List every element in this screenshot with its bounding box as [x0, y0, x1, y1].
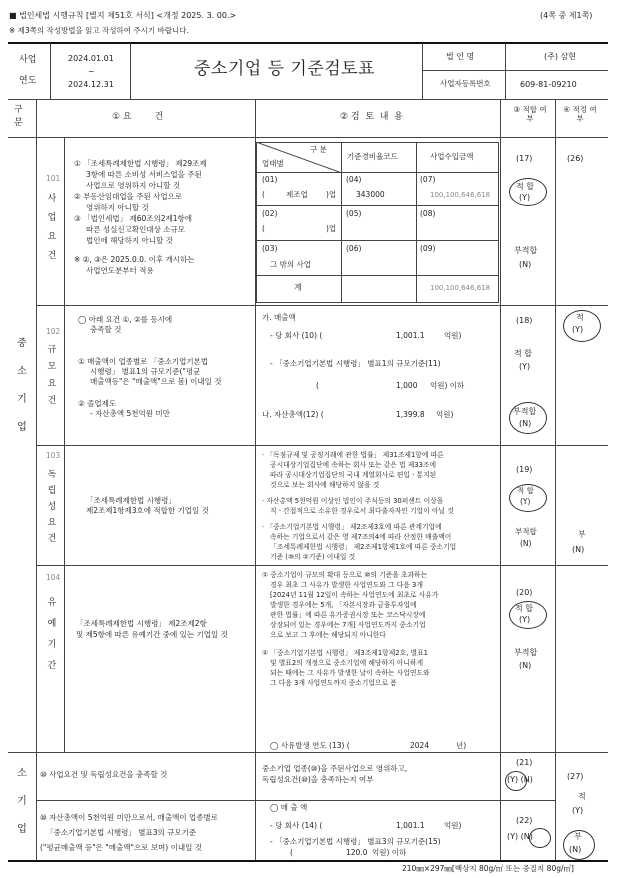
indep-review-line: 「조세특례제한법 시행령」 제2조제1항제1호에 따른 중소기업 — [270, 543, 457, 551]
req-line: ③ 「법인세법」 제60조의2제1항에 — [74, 214, 193, 223]
row-business-name: 그 밖의 사업 — [270, 260, 311, 269]
total-label: 계 — [294, 283, 302, 292]
grace-review-line: 발생한 경우에는 5개, 「자본시장과 금융투자업에 — [270, 601, 417, 609]
scale-review-value: 1,001.1 — [396, 331, 425, 340]
indep-review-line: 기준 (⑩의 ②기준) 이내일 것 — [270, 553, 356, 561]
scale-code: 102 — [46, 327, 61, 336]
fit-yes-y: (Y) — [520, 497, 531, 506]
req-line: 영위하지 아니할 것 — [86, 203, 149, 212]
fit-no-label: 부적합 — [513, 407, 537, 416]
business-code: 101 — [46, 174, 61, 183]
scale-review: - 「중소기업기본법 시행령」 별표1의 규모기준(11) — [270, 359, 441, 368]
scale-review: 가. 매출액 — [262, 313, 296, 322]
grace-review-line: 되는 때에는 그 사유가 발생한 날이 속하는 사업연도와 — [270, 669, 430, 677]
small-review-b-value: 120.0 — [346, 848, 368, 857]
fit-number: (21) — [516, 758, 533, 767]
row-no: (05) — [346, 209, 362, 218]
fit-number: (18) — [516, 316, 533, 325]
table-header-income: 사업수입금액 — [430, 152, 474, 161]
small-review-a: 중소기업 업종(⑩)을 주된사업으로 영위하고, — [262, 764, 408, 773]
grace-review-line: 및 별표2의 개정으로 중소기업에 해당하지 아니하게 — [270, 659, 424, 667]
regulation-reference: ■ 법인세법 시행규칙 [별지 제51호 서식] <개정 2025. 3. 00.> — [9, 11, 237, 20]
req-line: ② 부동산임대업을 주된 사업으로 — [74, 192, 183, 201]
row-no: (04) — [346, 175, 362, 184]
req-line: 3항에 따른 소비성 서비스업을 주된 — [86, 170, 202, 179]
row-no: (06) — [346, 244, 362, 253]
fit-no-n: (N) — [519, 419, 532, 428]
req-footnote: ※ ②, ③은 2025.0.0. 이후 개시하는 — [74, 255, 195, 264]
proper-mark: 적 — [578, 792, 586, 801]
col-header-review: ② 검 토 내 용 — [340, 112, 403, 122]
instruction-note: ※ 제3쪽의 작성방법을 읽고 작성하여 주시기 바랍니다. — [9, 26, 189, 35]
fit-yes-y: (Y) — [519, 362, 531, 371]
indep-req: 제2조제1항제3호에 적합한 기업일 것 — [86, 506, 209, 515]
form-title: 중소기업 등 기준검토표 — [194, 59, 376, 79]
row-code: 343000 — [356, 190, 385, 199]
date-separator: ~ — [88, 67, 95, 76]
col-header-requirement: ① 요 건 — [112, 112, 164, 122]
scale-req: 충족할 것 — [90, 325, 122, 334]
col-header-fit: ③ 적합 여부 — [513, 105, 547, 123]
scale-review-paren: ( — [316, 381, 319, 390]
fit-no-n: (N) — [519, 260, 532, 269]
fit-no-n: (N) — [519, 661, 532, 670]
date-from: 2024.01.01 — [68, 54, 114, 63]
scale-req: - 자산총액 5천억원 미만 — [90, 409, 170, 418]
req-line: ① 「조세특례제한법 시행령」 제29조제 — [74, 159, 207, 168]
fit-no-label: 부적합 — [514, 246, 538, 255]
grace-review-year: ◯ 사유발생 연도 (13) ( — [270, 741, 350, 750]
req-line: 법인에 해당하지 아니할 것 — [86, 236, 173, 245]
fit-number: (20) — [516, 588, 533, 597]
col-header-proper: ④ 적정 여부 — [563, 105, 597, 123]
indep-review-line: · 「중소기업기본법 시행령」 제2조제3호에 따른 관계기업에 — [262, 523, 442, 531]
scale-review-unit: 억원) — [444, 331, 462, 340]
section-sme: 중 소 기 업 — [17, 338, 27, 433]
fit-yes-y: (Y) — [519, 193, 531, 202]
indep-req: 「조세특례제한법 시행령」 — [86, 496, 176, 505]
row-no: (02) — [262, 209, 278, 218]
indep-review-line: · 자산총액 5천억원 이상인 법인이 주식등의 30퍼센트 이상을 — [262, 497, 444, 505]
small-req-b: ("평균매출액 등"은 "매출액"으로 보며) 이내일 것 — [40, 843, 202, 852]
date-to: 2024.12.31 — [68, 80, 114, 89]
proper-mark: 부 — [578, 530, 586, 539]
indep-code: 103 — [46, 451, 61, 460]
indep-review — [262, 450, 498, 562]
proper-mark: 부 — [574, 832, 582, 841]
proper-mark-n: (N) — [572, 545, 585, 554]
small-review-b-unit: 억원) — [444, 821, 462, 830]
req-line: 따른 성실신고확인대상 소규모 — [86, 225, 185, 234]
scale-review-unit: 억원) 이하 — [430, 381, 465, 390]
fit-no-n: (N) — [520, 539, 532, 548]
row-no: (01) — [262, 175, 278, 184]
table-header-code: 기준경비율코드 — [347, 152, 398, 161]
row-suffix: )업 — [326, 224, 337, 233]
grace-review-line: 경우 최초 그 사유가 발생한 사업연도와 그 다음 3개 — [270, 581, 423, 589]
grace-code: 104 — [46, 573, 61, 582]
biz-no-label: 사업자등록번호 — [440, 79, 491, 88]
fit-yes: 적 합 — [514, 349, 532, 358]
year-label-2: 연도 — [19, 76, 37, 86]
year-label-1: 사업 — [19, 55, 37, 65]
selected-circle — [505, 771, 527, 791]
row-paren: ( — [262, 224, 265, 233]
scale-review: 나. 자산총액(12) ( — [262, 410, 324, 419]
small-review-b: - 당 회사 (14) ( — [270, 821, 323, 830]
indep-review-line: 공시대상기업집단에 속하는 회사 또는 같은 법 제33조에 — [270, 461, 437, 469]
page-info: (4쪽 중 제1쪽) — [540, 11, 593, 20]
scale-label: 규 모 요 건 — [47, 345, 57, 406]
grace-label: 유 예 기 간 — [47, 598, 57, 671]
small-review-b-value: 1,001.1 — [396, 821, 425, 830]
req-footnote: 사업연도분부터 적용 — [86, 266, 154, 275]
corp-name: (주) 삼현 — [544, 52, 576, 61]
biz-no: 609-81-09210 — [520, 80, 577, 89]
small-review-b: ◯ 매 출 액 — [270, 803, 308, 812]
small-review-b-paren: ( — [290, 848, 293, 857]
indep-review-line: 따라 공시대상기업집단의 국내 계열회사로 편입ㆍ통지된 — [270, 471, 437, 479]
fit-yn: (Y) (N) — [507, 832, 533, 841]
fit-number: (19) — [516, 465, 533, 474]
grace-review-line: 그 다음 3개 사업연도까지 중소기업으로 봄 — [270, 679, 397, 687]
table-header-business: 업태별 — [262, 159, 284, 168]
business-requirements — [74, 158, 254, 276]
row-no: (07) — [420, 175, 436, 184]
col-header-category: 구 분 — [14, 105, 23, 128]
indep-review-line: 것으로 보는 회사에 해당하지 않을 것 — [270, 481, 380, 489]
small-req-a: ⑩ 사업요건 및 독립성요건을 충족할 것 — [40, 770, 168, 779]
scale-review-value: 1,000 — [396, 381, 418, 390]
proper-number: (26) — [567, 154, 584, 163]
fit-yes: 적 합 — [517, 486, 534, 495]
small-review-a: 독립성요건(⑩)을 충족하는지 여부 — [262, 775, 374, 784]
proper-mark-y: (Y) — [572, 325, 584, 334]
fit-no-label: 부적합 — [514, 648, 538, 657]
scale-review: - 당 회사 (10) ( — [270, 331, 323, 340]
grace-review-year-unit: 년) — [456, 741, 467, 750]
grace-review-line: 으로 보고 그 후에는 해당되지 아니한다 — [270, 631, 386, 639]
proper-mark-n: (N) — [569, 845, 582, 854]
scale-req: ① 매출액이 업종별로 「중소기업기본법 — [78, 357, 209, 366]
fit-yn: (Y) (N) — [507, 775, 533, 784]
row-paren: ( — [262, 190, 265, 199]
grace-review — [262, 570, 498, 688]
row-suffix: )업 — [326, 190, 337, 199]
scale-review-unit: 억원) — [436, 410, 454, 419]
fit-number: (17) — [516, 154, 533, 163]
table-header-top: 구 분 — [310, 145, 327, 154]
small-review-b-unit: 억원) 이하 — [372, 848, 407, 857]
selected-circle — [529, 828, 551, 848]
fit-number: (22) — [516, 816, 533, 825]
grace-review-line: 관한 법률」에 따른 유가증권시장 또는 코스닥시장에 — [270, 611, 426, 619]
grace-req: 「조세특례제한법 시행령」 제2조제2항 — [76, 619, 207, 628]
req-line: 사업으로 영위하지 아니할 것 — [86, 181, 181, 190]
fit-yes: 적 합 — [515, 604, 533, 613]
section-small: 소 기 업 — [17, 768, 27, 835]
proper-number: (27) — [567, 772, 584, 781]
small-req-b: ⑩ 자산총액이 5천억원 미만으로서, 매출액이 업종별로 — [40, 813, 218, 822]
scale-req: 매출액등"은 "매출액"으로 봄) 이내일 것 — [90, 377, 222, 386]
business-label: 사 업 요 건 — [47, 194, 57, 261]
row-no: (08) — [420, 209, 436, 218]
indep-review-line: 속하는 기업으로서 같은 영 제7조의4에 따라 산정한 매출액이 — [270, 533, 452, 541]
grace-review-line: ② 「중소기업기본법 시행령」 제3조제1항제2호, 별표1 — [262, 649, 428, 657]
row-amount: 100,100,646,618 — [430, 191, 491, 199]
small-req-b: 「중소기업기본법 시행령」 별표3의 규모기준 — [46, 828, 197, 837]
grace-review-line: ① 중소기업이 규모의 확대 등으로 ⑩의 기준을 초과하는 — [262, 571, 428, 579]
grace-review-line: 상장되어 있는 경우에는 7개] 사업연도까지 중소기업 — [270, 621, 426, 629]
fit-yes: 적 합 — [516, 182, 534, 191]
proper-mark-y: (Y) — [572, 806, 584, 815]
row-business-name: 제조업 — [286, 190, 308, 199]
fit-yes-y: (Y) — [519, 615, 531, 624]
grace-req: 및 제5항에 따른 유예기간 중에 있는 기업일 것 — [76, 630, 228, 639]
small-review-b: - 「중소기업기본법 시행령」 별표3의 규모기준(15) — [270, 837, 441, 846]
paper-spec-footer: 210㎜×297㎜[백상지 80g/㎡ 또는 중질지 80g/㎡] — [402, 864, 574, 873]
fit-no-label: 부적합 — [515, 527, 537, 536]
grace-review-line: [2024년 11월 12일이 속하는 사업연도에 최초로 사유가 — [270, 591, 439, 599]
scale-review-value: 1,399.8 — [396, 410, 425, 419]
scale-req: ② 졸업제도 — [78, 399, 117, 408]
indep-review-line: · 「독점규제 및 공정거래에 관한 법률」 제31조제1항에 따른 — [262, 451, 444, 459]
total-amount: 100,100,646,618 — [430, 284, 491, 292]
indep-label: 독 립 성 요 건 — [47, 470, 57, 544]
row-no: (03) — [262, 244, 278, 253]
proper-mark: 적 — [576, 313, 584, 322]
indep-review-line: 직ㆍ간접적으로 소유한 경우로서 최다출자자인 기업이 아닐 것 — [270, 507, 454, 515]
scale-req: ◯ 아래 요건 ①, ②를 동시에 — [78, 315, 173, 324]
scale-req: 시행령」 별표1의 규모기준("평균 — [90, 367, 201, 376]
row-no: (09) — [420, 244, 436, 253]
corp-name-label: 법 인 명 — [446, 52, 475, 61]
grace-review-year-value: 2024 — [410, 741, 430, 750]
